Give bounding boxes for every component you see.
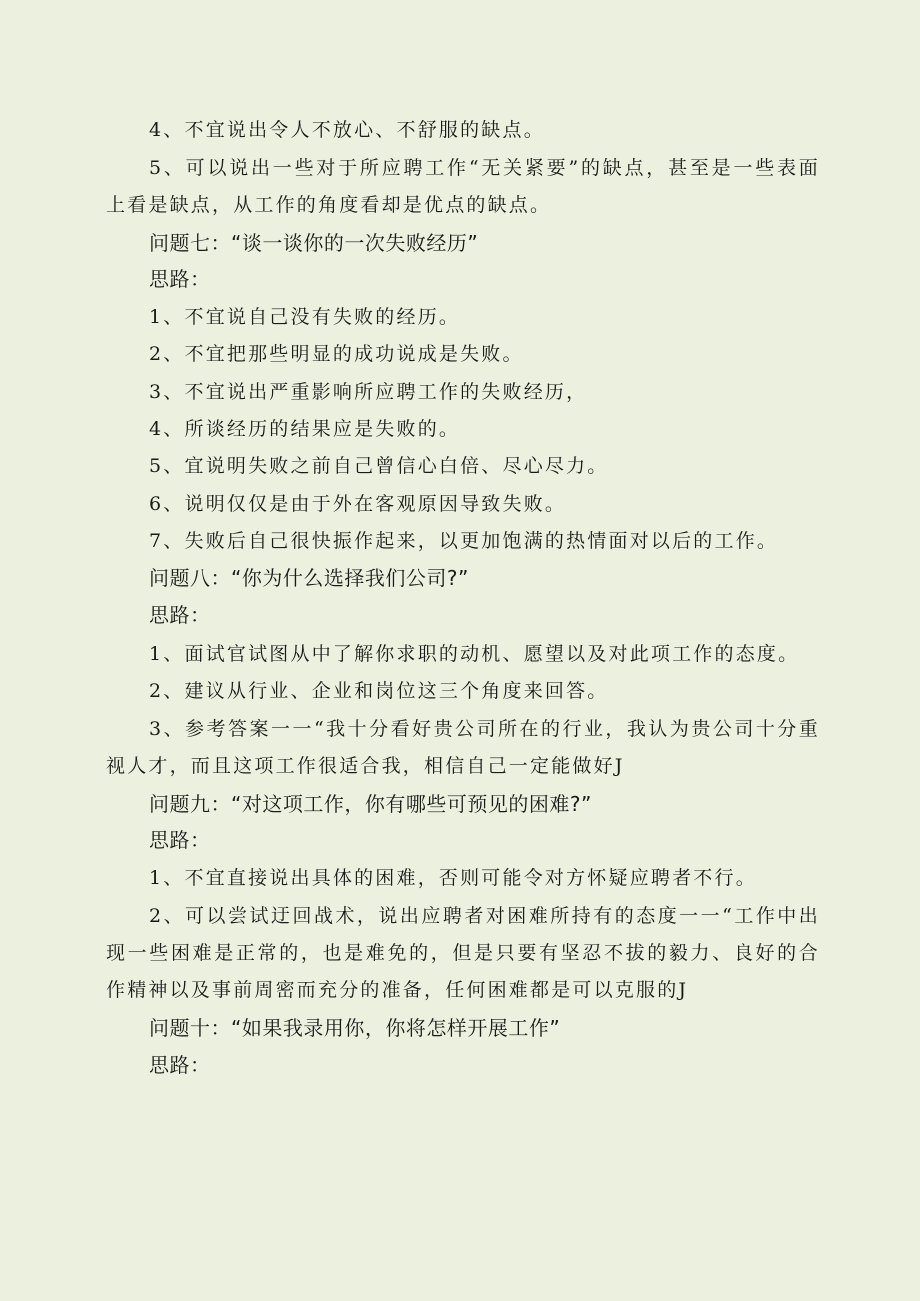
answer-item-q9-1: 1、不宜直接说出具体的困难，否则可能令对方怀疑应聘者不行。 <box>149 867 757 889</box>
answer-item-q8-3: 3、参考答案一一“我十分看好贵公司所在的行业，我认为贵公司十分重视人才，而且这项工作很适合我，相信自己一定能做好J <box>106 718 820 777</box>
question-8-thinking-label: 思路： <box>149 603 211 627</box>
answer-item-q7-4: 4、所谈经历的结果应是失败的。 <box>149 418 461 440</box>
question-10-heading: 问题十：“如果我录用你，你将怎样开展工作” <box>149 1016 561 1040</box>
answer-item-q7-5: 5、宜说明失败之前自己曾信心白倍、尽心尽力。 <box>149 455 609 477</box>
answer-item-q7-2: 2、不宜把那些明显的成功说成是失败。 <box>149 343 524 365</box>
question-10-thinking-label: 思路： <box>149 1053 211 1077</box>
question-9-thinking-label: 思路： <box>149 828 211 852</box>
answer-item-q6-5: 5、可以说出一些对于所应聘工作“无关紧要”的缺点，甚至是一些表面上看是缺点，从工作的角度看却是优点的缺点。 <box>106 157 820 216</box>
answer-item-q7-3: 3、不宜说出严重影响所应聘工作的失败经历， <box>149 381 588 403</box>
question-7-thinking-label: 思路： <box>149 267 211 291</box>
answer-item-q8-2: 2、建议从行业、企业和岗位这三个角度来回答。 <box>149 680 609 702</box>
answer-item-q7-1: 1、不宜说自己没有失败的经历。 <box>149 306 461 328</box>
question-8-heading: 问题八：“你为什么选择我们公司?” <box>149 566 469 590</box>
answer-item-q7-6: 6、说明仅仅是由于外在客观原因导致失败。 <box>149 493 567 515</box>
question-7-heading: 问题七：“谈一谈你的一次失败经历” <box>149 231 479 255</box>
answer-item-q9-2: 2、可以尝试迂回战术，说出应聘者对困难所持有的态度一一“工作中出现一些困难是正常的，也是难免的，但是只要有坚忍不拔的毅力、良好的合作精神以及事前周密而充分的准备，任何困难都是可以克服的J <box>106 905 820 1001</box>
answer-item-q8-1: 1、面试官试图从中了解你求职的动机、愿望以及对此项工作的态度。 <box>149 643 800 665</box>
question-9-heading: 问题九：“对这项工作，你有哪些可预见的困难?” <box>149 792 592 816</box>
answer-item-q7-7: 7、失败后自己很快振作起来，以更加饱满的热情面对以后的工作。 <box>149 530 779 552</box>
answer-item-q6-4: 4、不宜说出令人不放心、不舒服的缺点。 <box>149 119 545 141</box>
